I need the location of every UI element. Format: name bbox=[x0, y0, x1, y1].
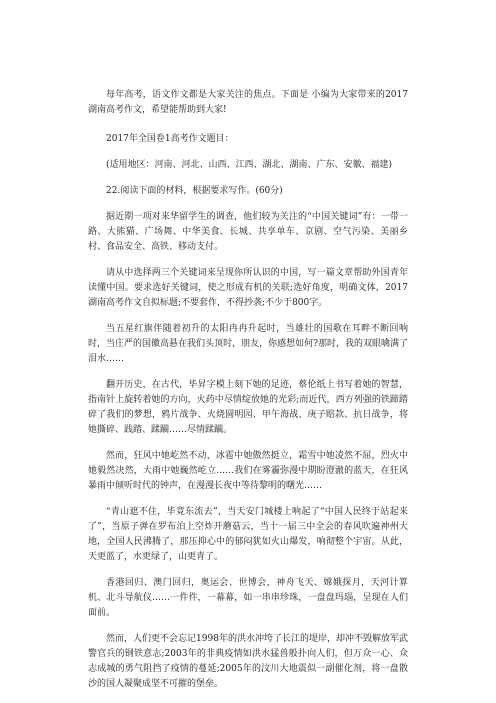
question-paragraph: 22.阅读下面的材料，根据要求写作。(60分) bbox=[106, 186, 283, 196]
essay-paragraph: 然而，人们更不会忘记1998年的洪水冲垮了长江的堤岸，却冲不毁解放军武警官兵的钢铁意志;2003年的非典疫情如洪水猛兽般扑向人们，但万众一心、众志成城的勇气阻挡了疫情的蔓延;2005年的汶川大地震似一副催化剂，将一盘散沙的国人凝聚成坚不可摧的堡垒。 bbox=[88, 634, 408, 689]
material-paragraph: 据近期一项对来华留学生的调查，他们较为关注的“中国关键词”有：一带一路、大熊猫、广场舞、中华美食、长城、共享单车、京剧、空气污染、美丽乡村、食品安全、高铁、移动支付。 bbox=[88, 212, 408, 252]
essay-paragraph: “青山遮不住，毕竟东流去”，当天安门城楼上响起了“中国人民终于站起来了”，当原子弹在罗布泊上空炸开蘑菇云，当十一届三中全会的春风吹遍神州大地，全国人民沸腾了，那压抑心中的郁闷犹如火山爆发，响彻整个宇宙。从此，天更蓝了，水更绿了，山更青了。 bbox=[88, 507, 408, 562]
essay-paragraph: 香港回归、澳门回归，奥运会、世博会，神舟飞天、嫦娥探月，天河计算机、北斗导航仪……一件件，一幕幕，如一串串珍珠，一盘盘玛瑙，呈现在人们面前。 bbox=[88, 578, 408, 618]
regions-paragraph: (适用地区：河南、河北、山西、江西、湖北、湖南、广东、安徽、福建) bbox=[106, 160, 393, 170]
essay-paragraph: 当五星红旗伴随着初升的太阳冉冉升起时，当雄壮的国歌在耳畔不断回响时，当庄严的国徽高悬在我们头顶时，朋友，你感想如何?那时，我的双眼噙满了泪水…… bbox=[88, 324, 408, 364]
requirements-paragraph: 请从中选择两三个关键词来呈现你所认识的中国，写一篇文章帮助外国青年读懂中国。要求选好关键词，使之形成有机的关联;选好角度，明确文体，2017湖南高考作文自拟标题;不要套作，不得抄袭;不少于800字。 bbox=[88, 268, 408, 308]
intro-paragraph: 每年高考，语文作文都是大家关注的焦点。下面是 小编为大家带来的2017湖南高考作文，希望能帮助到大家! bbox=[88, 90, 408, 115]
exam-title-paragraph: 2017年全国卷1高考作文题目： bbox=[106, 134, 234, 144]
document-body bbox=[88, 88, 408, 703]
essay-paragraph: 翻开历史，在古代，毕昇字模上刻下她的足迹，蔡伦纸上书写着她的智慧，指南针上旋转着她的方向，火药中尽情绽放她的光彩;而近代，西方列强的铁蹄踏碎了我们的梦想，鸦片战争、火烧圆明园、甲午海战、庚子赔款、抗日战争，将她撕碎、践踏、蹂躏……尽情蹂躏。 bbox=[88, 380, 408, 435]
essay-paragraph: 然而，狂风中她屹然不动，冰雹中她傲然挺立，霜雪中她凌然不屈，烈火中她毅然决然，大雨中她巍然屹立……我们在雾霾弥漫中期盼澄澈的蓝天，在狂风暴雨中倾听时代的钟声，在漫漫长夜中等待黎明的曙光…… bbox=[88, 451, 408, 491]
